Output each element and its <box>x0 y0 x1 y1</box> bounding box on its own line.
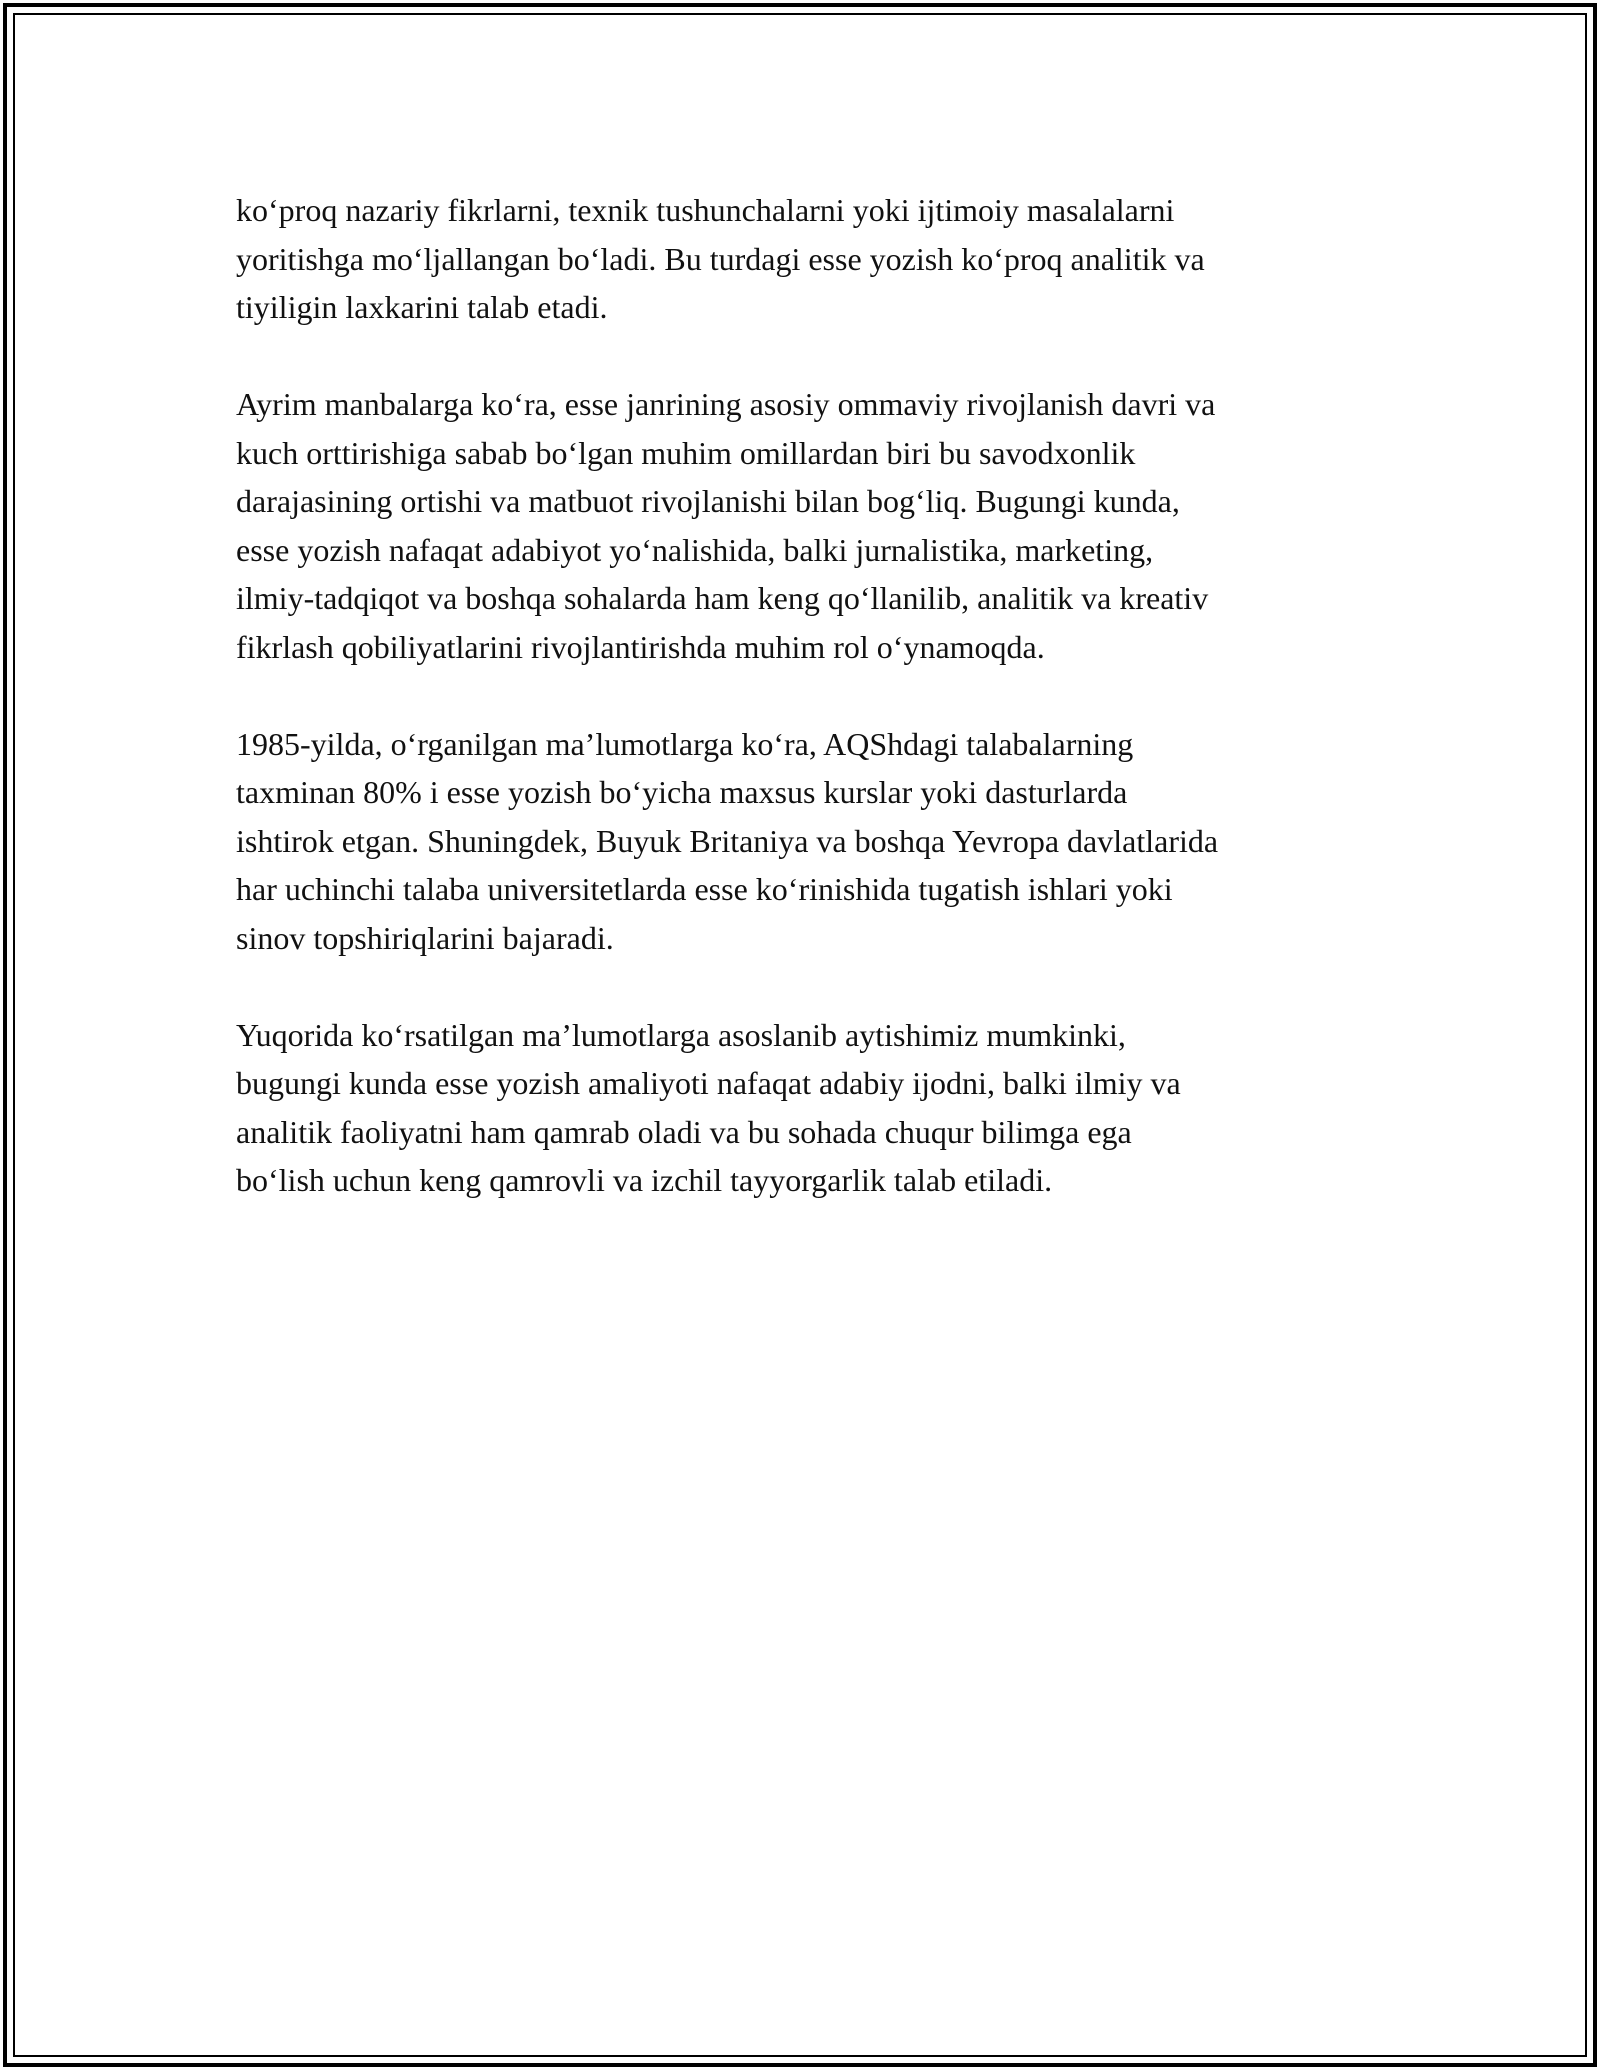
document-body <box>236 186 1386 1253</box>
text-line: Yuqorida ko‘rsatilgan ma’lumotlarga asoslanib aytishimiz mumkinki, <box>236 1016 1126 1053</box>
paragraph-3 <box>236 720 1386 963</box>
text-line: sinov topshiriqlarini bajaradi. <box>236 919 614 956</box>
text-line: Ayrim manbalarga ko‘ra, esse janrining asosiy ommaviy rivojlanish davri va <box>236 386 1216 422</box>
text-line: analitik faoliyatni ham qamrab oladi va bu sohada chuqur bilimga ega <box>236 1113 1132 1150</box>
text-line: ko‘proq nazariy fikrlarni, texnik tushunchalarni yoki ijtimoiy masalalarni <box>236 192 1175 228</box>
text-line: tiyiligin laxkarini talab etadi. <box>236 289 608 325</box>
text-line: fikrlash qobiliyatlarini rivojlantirishda muhim rol o‘ynamoqda. <box>236 628 1045 665</box>
text-line: har uchinchi talaba universitetlarda esse ko‘rinishida tugatish ishlari yoki <box>236 871 1173 907</box>
paragraph-1 <box>236 186 1386 332</box>
text-line: yoritishga mo‘ljallangan bo‘ladi. Bu turdagi esse yozish ko‘proq analitik va <box>236 240 1205 277</box>
paragraph-2 <box>236 380 1386 671</box>
text-line: taxminan 80% i esse yozish bo‘yicha maxsus kurslar yoki dasturlarda <box>236 774 1128 810</box>
paragraph-4 <box>236 1011 1386 1205</box>
text-line: bo‘lish uchun keng qamrovli va izchil tayyorgarlik talab etiladi. <box>236 1162 1053 1198</box>
text-line: 1985-yilda, o‘rganilgan ma’lumotlarga ko‘ra, AQShdagi talabalarning <box>236 725 1134 762</box>
text-line: darajasining ortishi va matbuot rivojlanishi bilan bog‘liq. Bugungi kunda, <box>236 483 1180 519</box>
text-line: esse yozish nafaqat adabiyot yo‘nalishida, balki jurnalistika, marketing, <box>236 531 1154 568</box>
text-line: kuch orttirishiga sabab bo‘lgan muhim omillardan biri bu savodxonlik <box>236 434 1136 471</box>
text-line: ishtirok etgan. Shuningdek, Buyuk Britaniya va boshqa Yevropa davlatlarida <box>236 822 1219 859</box>
text-line: ilmiy-tadqiqot va boshqa sohalarda ham keng qo‘llanilib, analitik va kreativ <box>236 580 1209 616</box>
text-line: bugungi kunda esse yozish amaliyoti nafaqat adabiy ijodni, balki ilmiy va <box>236 1065 1181 1101</box>
